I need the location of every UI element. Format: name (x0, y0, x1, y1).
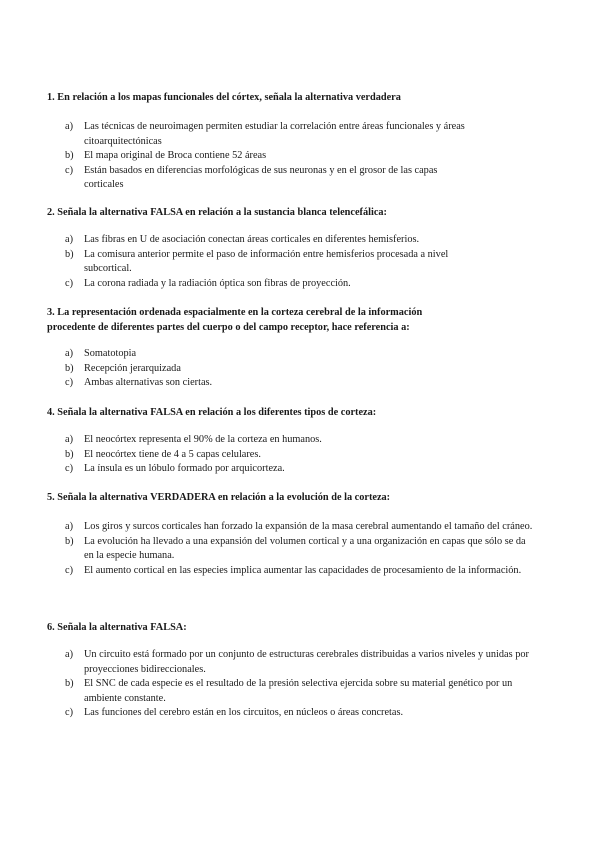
option-text: El neocórtex tiene de 4 a 5 capas celulares. (84, 448, 261, 460)
option-text: Los giros y surcos corticales han forzado la expansión de la masa cerebral aumentando el tamaño del cráneo. (84, 521, 533, 532)
option-marker: a) (65, 121, 73, 132)
option-text: Las técnicas de neuroimagen permiten estudiar la correlación entre áreas funcionales y áreas citoarquitectónicas (84, 121, 465, 147)
option-marker: b) (65, 535, 74, 547)
question-5 (47, 490, 547, 576)
option-a (65, 648, 535, 677)
option-text: Están basados en diferencias morfológicas de sus neuronas y en el grosor de las capas corticales (84, 164, 438, 191)
option-text: El SNC de cada especie es el resultado de la presión selectiva ejercida sobre su material genético por un ambiente constante. (84, 678, 513, 704)
option-text: Ambas alternativas son ciertas. (84, 377, 213, 389)
option-b (65, 362, 535, 377)
option-text: Las fibras en U de asociación conectan áreas corticales en diferentes hemisferios. (84, 234, 420, 245)
option-marker: a) (65, 649, 73, 660)
option-text: Las funciones del cerebro están en los circuitos, en núcleos o áreas concretas. (84, 707, 404, 719)
question-title: 2. Señala la alternativa FALSA en relación a la sustancia blanca telencefálica: (47, 207, 387, 218)
option-b (65, 248, 494, 277)
option-marker: a) (65, 521, 73, 532)
option-text: El mapa original de Broca contiene 52 áreas (84, 150, 267, 162)
option-b (65, 677, 535, 706)
option-text: La evolución ha llevado a una expansión del volumen cortical y a una organización en capas que sólo se da en la especie humana. (84, 535, 526, 562)
option-c (65, 376, 535, 391)
question-2 (47, 205, 547, 289)
option-marker: c) (65, 164, 73, 176)
question-title: 5. Señala la alternativa VERDADERA en relación a la evolución de la corteza: (47, 492, 391, 503)
option-a (65, 520, 535, 535)
option-b (65, 448, 535, 463)
question-title: 6. Señala la alternativa FALSA: (47, 622, 187, 633)
option-marker: c) (65, 564, 73, 576)
options-list (65, 433, 535, 477)
option-text: Somatotopia (84, 348, 137, 359)
option-b (65, 535, 535, 564)
option-marker: a) (65, 234, 73, 245)
option-c (65, 462, 535, 477)
option-text: El neocórtex representa el 90% de la corteza en humanos. (84, 434, 322, 445)
options-list (65, 648, 535, 721)
question-4 (47, 405, 547, 475)
option-marker: c) (65, 463, 73, 475)
option-marker: b) (65, 150, 74, 162)
options-list (65, 233, 535, 291)
option-a (65, 233, 535, 248)
option-marker: b) (65, 362, 74, 374)
question-1 (47, 90, 547, 191)
option-marker: c) (65, 377, 73, 389)
option-marker: b) (65, 678, 74, 690)
option-marker: a) (65, 434, 73, 445)
option-c (65, 564, 535, 579)
option-marker: a) (65, 348, 73, 359)
option-b (65, 149, 535, 164)
option-a (65, 433, 535, 448)
options-list (65, 520, 535, 578)
option-marker: b) (65, 248, 74, 260)
options-list (65, 120, 535, 193)
option-text: La ínsula es un lóbulo formado por arquicorteza. (84, 463, 285, 475)
option-c (65, 706, 535, 721)
options-list (65, 347, 535, 391)
option-text: La corona radiada y la radiación óptica son fibras de proyección. (84, 277, 351, 289)
option-a (65, 347, 535, 362)
question-title: 3. La representación ordenada espacialmente en la corteza cerebral de la información procedente de diferentes partes del cuerpo o del campo receptor, hace referencia a: (47, 307, 423, 333)
question-title: 1. En relación a los mapas funcionales del córtex, señala la alternativa verdadera (47, 92, 401, 103)
option-c (65, 277, 535, 292)
option-marker: c) (65, 707, 73, 719)
question-6 (47, 620, 547, 719)
option-a (65, 120, 514, 149)
option-c (65, 164, 479, 193)
question-title: 4. Señala la alternativa FALSA en relación a los diferentes tipos de corteza: (47, 407, 377, 418)
option-text: La comisura anterior permite el paso de información entre hemisferios procesada a nivel subcortical. (84, 248, 449, 275)
option-text: Recepción jerarquizada (84, 362, 181, 374)
option-marker: b) (65, 448, 74, 460)
question-3 (47, 305, 467, 389)
option-text: Un circuito está formado por un conjunto de estructuras cerebrales distribuidas a varios niveles y unidas por proyecciones bidireccionales. (84, 649, 529, 675)
option-text: El aumento cortical en las especies implica aumentar las capacidades de procesamiento de la información. (84, 564, 522, 576)
option-marker: c) (65, 277, 73, 289)
